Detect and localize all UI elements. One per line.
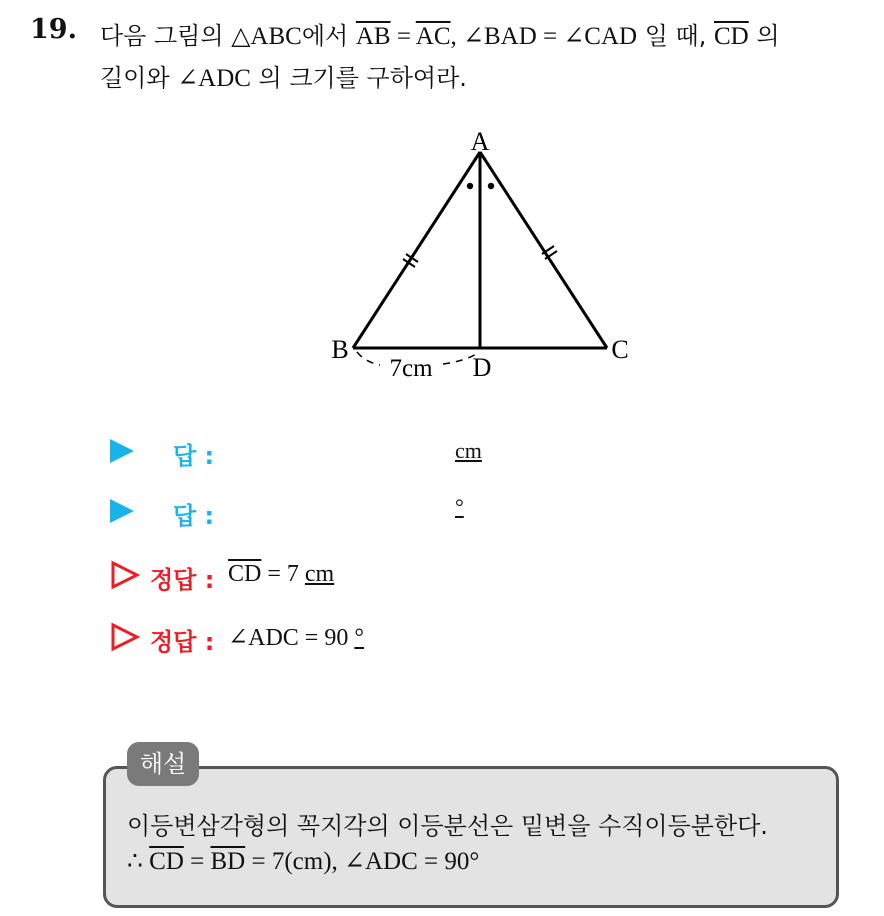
correct-label: 정답 :: [150, 566, 215, 594]
triangle-name: ABC: [250, 23, 302, 50]
angle-mark-dot: [488, 183, 494, 189]
vertex-label-d: D: [472, 353, 492, 382]
solution-line-2: [127, 846, 479, 876]
answer-unit: cm: [304, 561, 335, 587]
answer-label: 답 :: [173, 442, 215, 470]
question-text: 길이와: [100, 64, 178, 92]
answer-unit: °: [354, 625, 364, 651]
answer-arrow-icon: [110, 439, 134, 463]
vertex-label-b: B: [331, 335, 349, 364]
question-number: 19.: [30, 14, 77, 45]
dimension-curve-left: [357, 352, 380, 365]
segment-ab: $\overline{AB}$: [355, 23, 391, 50]
comma: ,: [450, 23, 464, 50]
segment-cd: $\overline{CD}$: [713, 23, 749, 50]
vertex-label-c: C: [611, 335, 629, 364]
answer-label: 답 :: [173, 502, 215, 530]
solution-line-1: 이등변삼각형의 꼭지각의 이등분선은 밑변을 수직이등분한다.: [127, 812, 768, 840]
question-text: 의 크기를 구하여라.: [250, 64, 467, 92]
side-ab: [353, 152, 480, 348]
correct-answer-2: [228, 623, 364, 652]
length-label: 7cm: [389, 355, 433, 382]
vertex-label-a: A: [470, 127, 490, 156]
solution-tab: 해설: [127, 742, 199, 786]
triangle-figure: [310, 120, 650, 390]
segment-cd: $\overline{CD}$: [228, 561, 262, 587]
segment-ac: $\overline{AC}$: [415, 23, 451, 50]
correct-label: 정답 :: [150, 628, 215, 656]
question-text: 다음 그림의: [100, 22, 232, 50]
correct-answer-1: [228, 561, 334, 588]
answer-arrow-icon: [110, 499, 134, 523]
answer-value: = 7: [261, 561, 305, 587]
question-text: 에서: [301, 22, 356, 50]
angle-adc: ∠ADC: [228, 625, 299, 651]
angle-adc: ∠ADC: [177, 65, 251, 92]
angle-equality: ∠BAD = ∠CAD: [463, 23, 638, 50]
question-line-1: [100, 16, 780, 51]
question-text: 일 때,: [637, 22, 714, 50]
answer-unit: °: [455, 494, 464, 519]
equals-sign: =: [390, 23, 416, 50]
correct-arrow-icon: [110, 560, 140, 590]
triangle-symbol: △: [231, 23, 251, 50]
correct-arrow-icon: [110, 622, 140, 652]
question-text: 의: [748, 22, 780, 50]
solution-result: = 7(cm), ∠ADC = 90°: [245, 848, 480, 875]
segment-cd: $\overline{CD}$: [149, 848, 184, 875]
angle-mark-dot: [467, 183, 473, 189]
question-line-2: [100, 58, 467, 93]
answer-value: = 90: [298, 625, 355, 651]
therefore-symbol: ∴: [127, 848, 150, 875]
equals-sign: =: [183, 848, 211, 875]
side-ac: [480, 152, 607, 348]
segment-bd: $\overline{BD}$: [210, 848, 246, 875]
dimension-curve-right: [443, 354, 476, 364]
answer-unit: cm: [455, 438, 482, 463]
